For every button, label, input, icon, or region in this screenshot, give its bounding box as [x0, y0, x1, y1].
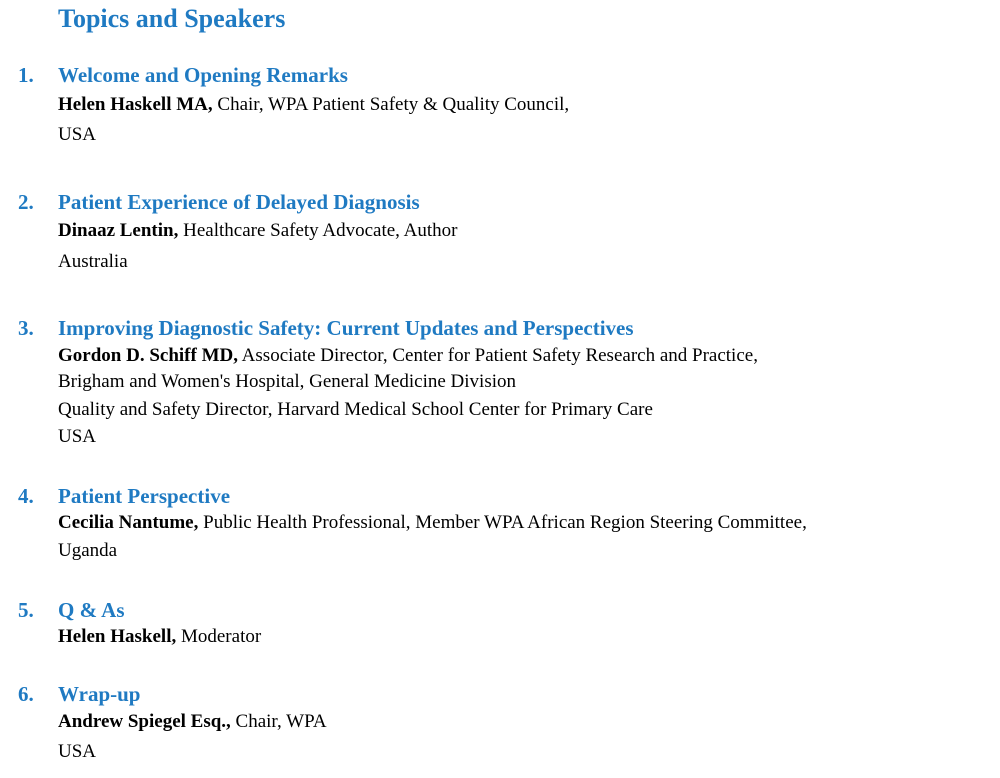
speaker-country: USA	[58, 741, 97, 762]
speaker-country: Australia	[58, 251, 128, 272]
item-topic: Wrap-up	[58, 682, 141, 706]
speaker-line	[58, 711, 327, 733]
speaker-role: Moderator	[176, 626, 262, 647]
speaker-affiliation: Quality and Safety Director, Harvard Medical School Center for Primary Care	[58, 399, 653, 420]
item-topic: Patient Perspective	[58, 484, 231, 508]
speaker-role: Chair, WPA Patient Safety & Quality Council,	[212, 94, 570, 115]
item-number: 2.	[18, 190, 34, 214]
item-topic: Q & As	[58, 598, 125, 622]
item-number: 1.	[18, 63, 34, 87]
speaker-role: Healthcare Safety Advocate, Author	[178, 220, 458, 241]
speaker-line	[58, 345, 758, 367]
item-topic: Improving Diagnostic Safety: Current Updates and Perspectives	[58, 316, 634, 340]
speaker-country: USA	[58, 426, 97, 447]
speaker-name: Helen Haskell,	[58, 626, 177, 647]
speaker-line	[58, 220, 457, 242]
item-number: 6.	[18, 682, 34, 706]
speaker-line	[58, 94, 569, 116]
page-title: Topics and Speakers	[58, 4, 286, 33]
item-number: 5.	[18, 598, 34, 622]
speaker-role: Associate Director, Center for Patient Safety Research and Practice,	[237, 345, 758, 366]
item-number: 3.	[18, 316, 34, 340]
speaker-role: Chair, WPA	[230, 711, 327, 732]
speaker-line	[58, 512, 807, 534]
item-number: 4.	[18, 484, 34, 508]
speaker-name: Andrew Spiegel Esq.,	[58, 711, 231, 732]
speaker-country: Uganda	[58, 540, 118, 561]
speaker-country: USA	[58, 124, 97, 145]
speaker-name: Dinaaz Lentin,	[58, 220, 179, 241]
speaker-name: Gordon D. Schiff MD,	[58, 345, 238, 366]
item-topic: Patient Experience of Delayed Diagnosis	[58, 190, 420, 214]
item-topic: Welcome and Opening Remarks	[58, 63, 348, 87]
speaker-role: Public Health Professional, Member WPA African Region Steering Committee,	[198, 512, 807, 533]
speaker-name: Cecilia Nantume,	[58, 512, 199, 533]
speaker-name: Helen Haskell MA,	[58, 94, 213, 115]
speaker-line	[58, 626, 261, 648]
speaker-affiliation: Brigham and Women's Hospital, General Medicine Division	[58, 371, 516, 392]
